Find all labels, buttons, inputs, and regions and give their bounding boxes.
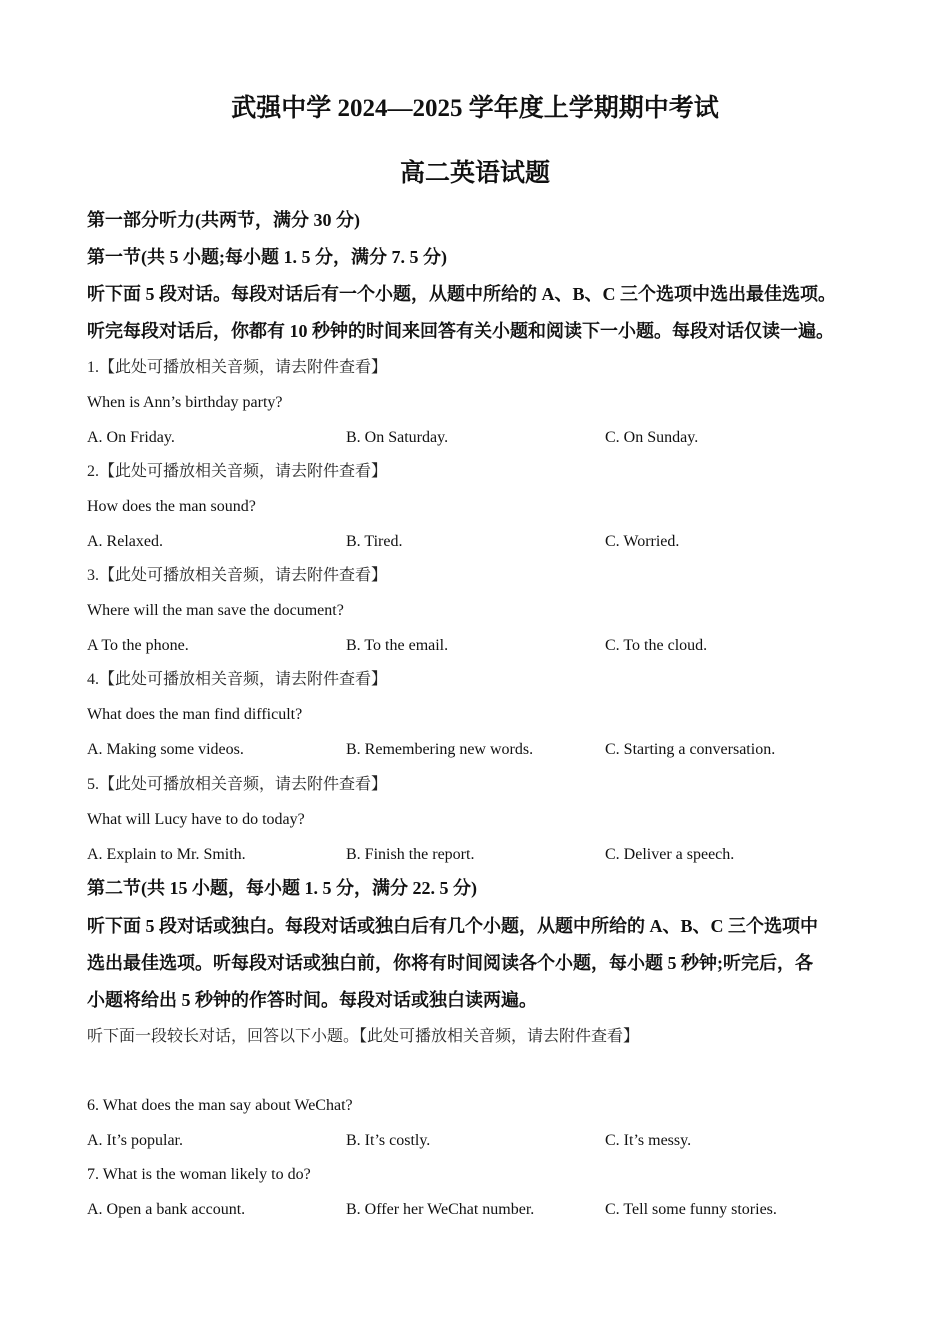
section2-instruction-3: 小题将给出 5 秒钟的作答时间。每段对话或独白读两遍。 [87,990,537,1010]
question-5: What will Lucy have to do today? [87,811,305,828]
q1-option-c: C. On Sunday. [605,429,699,446]
q7-option-c: C. Tell some funny stories. [605,1201,777,1218]
q2-option-b: B. Tired. [346,533,403,550]
q3-option-c: C. To the cloud. [605,637,708,654]
q1-option-b: B. On Saturday. [346,429,449,446]
audio-tip-1[interactable]: 1.【此处可播放相关音频，请去附件查看】 [87,359,388,376]
question-3: Where will the man save the document? [87,602,344,619]
q3-option-b: B. To the email. [346,637,449,654]
section2-heading: 第二节(共 15 小题，每小题 1. 5 分，满分 22. 5 分) [87,878,477,898]
q6-option-a: A. It’s popular. [87,1132,183,1149]
question-4: What does the man find difficult? [87,706,303,723]
q5-option-a: A. Explain to Mr. Smith. [87,846,246,863]
q6-option-c: C. It’s messy. [605,1132,692,1149]
q1-option-a: A. On Friday. [87,429,175,446]
audio-tip-4[interactable]: 4.【此处可播放相关音频，请去附件查看】 [87,671,388,688]
q4-option-c: C. Starting a conversation. [605,741,776,758]
q2-option-a: A. Relaxed. [87,533,163,550]
section1-heading: 第一节(共 5 小题;每小题 1. 5 分，满分 7. 5 分) [87,247,447,267]
audio-tip-3[interactable]: 3.【此处可播放相关音频，请去附件查看】 [87,567,388,584]
exam-subtitle: 高二英语试题 [399,160,550,187]
question-6: 6. What does the man say about WeChat? [87,1097,353,1114]
section2-instruction-2: 选出最佳选项。听每段对话或独白前，你将有时间阅读各个小题，每小题 5 秒钟;听完后，各 [87,953,813,973]
q3-option-a: A To the phone. [87,637,189,654]
section1-instruction-1: 听下面 5 段对话。每段对话后有一个小题，从题中所给的 A、B、C 三个选项中选出最佳选项。 [87,284,836,304]
q4-option-b: B. Remembering new words. [346,741,534,758]
audio-tip-5[interactable]: 5.【此处可播放相关音频，请去附件查看】 [87,776,388,793]
section2-instruction-1: 听下面 5 段对话或独白。每段对话或独白后有几个小题，从题中所给的 A、B、C 三个选项中 [87,916,818,936]
q2-option-c: C. Worried. [605,533,680,550]
q6-option-b: B. It’s costly. [346,1132,431,1149]
question-1: When is Ann’s birthday party? [87,394,283,411]
q7-option-a: A. Open a bank account. [87,1201,246,1218]
q7-option-b: B. Offer her WeChat number. [346,1201,535,1218]
audio-tip-6[interactable]: 听下面一段较长对话，回答以下小题。【此处可播放相关音频，请去附件查看】 [87,1028,640,1045]
q5-option-c: C. Deliver a speech. [605,846,735,863]
q4-option-a: A. Making some videos. [87,741,244,758]
section1-instruction-2: 听完每段对话后，你都有 10 秒钟的时间来回答有关小题和阅读下一小题。每段对话仅读一遍。 [87,321,834,341]
question-2: How does the man sound? [87,498,256,515]
part1-heading: 第一部分听力(共两节，满分 30 分) [87,210,360,230]
q5-option-b: B. Finish the report. [346,846,475,863]
question-7: 7. What is the woman likely to do? [87,1166,311,1183]
exam-title: 武强中学 2024—2025 学年度上学期期中考试 [231,95,719,122]
audio-tip-2[interactable]: 2.【此处可播放相关音频，请去附件查看】 [87,463,388,480]
